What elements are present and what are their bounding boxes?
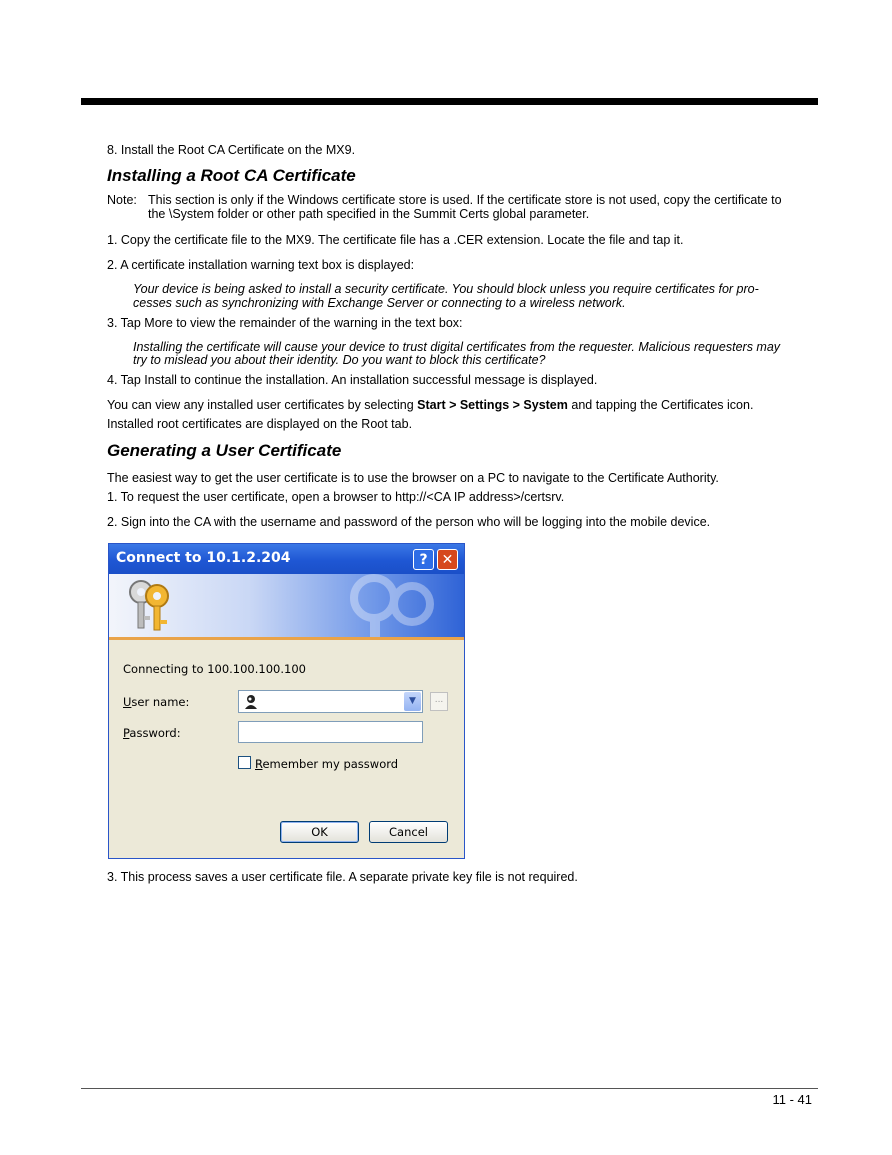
view-post: and tapping the Certificates icon.: [567, 398, 754, 412]
password-label: [123, 726, 181, 740]
heading-installing-root-ca: Installing a Root CA Certificate: [107, 166, 356, 185]
help-button[interactable]: ?: [413, 549, 434, 570]
note-label: Note:: [107, 193, 137, 207]
install-step-2: 2. A certificate installation warning text box is displayed:: [107, 258, 415, 272]
page-number: 11 - 41: [772, 1092, 812, 1107]
connect-dialog: [108, 543, 465, 859]
root-tab-text: Installed root certificates are displayed on the Root tab.: [107, 417, 413, 431]
warning-1-line1: Your device is being asked to install a security certificate. You should block unless you require certificates for pro-: [133, 282, 759, 296]
dialog-titlebar: [109, 544, 464, 574]
warning-2-line1: Installing the certificate will cause your device to trust digital certificates from the requester. Malicious requesters may: [133, 340, 781, 354]
gen-step-3: 3. This process saves a user certificate file. A separate private key file is not required.: [107, 870, 578, 884]
install-step-3: 3. Tap More to view the remainder of the warning in the text box:: [107, 316, 463, 330]
gen-step-1: 1. To request the user certificate, open a browser to http://<CA IP address>/certsrv.: [107, 490, 565, 504]
gen-intro: The easiest way to get the user certificate is to use the browser on a PC to navigate to the Certificate Authority.: [107, 471, 719, 485]
browse-button[interactable]: ...: [430, 692, 448, 711]
username-label: [123, 695, 189, 709]
remember-label-rest: emember my password: [262, 757, 399, 771]
chevron-down-icon[interactable]: ▼: [404, 692, 421, 711]
remember-password-label[interactable]: [255, 757, 398, 771]
dialog-title: Connect to 10.1.2.204: [116, 550, 291, 566]
remember-label-accel: R: [255, 757, 263, 771]
remember-password-checkbox[interactable]: [238, 756, 251, 769]
cancel-button[interactable]: Cancel: [369, 821, 448, 843]
note-text-line2: the \System folder or other path specified in the Summit Certs global parameter.: [148, 207, 590, 221]
close-button[interactable]: ✕: [437, 549, 458, 570]
user-icon: [244, 694, 258, 709]
install-step-4: 4. Tap Install to continue the installation. An installation successful message is displayed.: [107, 373, 598, 387]
view-pre: You can view any installed user certificates by selecting: [107, 398, 418, 412]
username-label-rest: ser name:: [131, 695, 190, 709]
header-rule: [81, 98, 818, 105]
keys-icon: [127, 578, 177, 634]
view-certificates-text: [107, 398, 753, 413]
connecting-text: Connecting to 100.100.100.100: [123, 662, 306, 676]
password-label-accel: P: [123, 726, 130, 740]
heading-generating-user-cert: Generating a User Certificate: [107, 441, 342, 460]
install-step-1: 1. Copy the certificate file to the MX9. The certificate file has a .CER extension. Locate the file and tap it.: [107, 233, 684, 247]
gen-step-2: 2. Sign into the CA with the username and password of the person who will be logging into the mobile device.: [107, 515, 711, 529]
ok-button[interactable]: OK: [280, 821, 359, 843]
note-text-line1: This section is only if the Windows certificate store is used. If the certificate store is not used, copy the certificate to: [148, 193, 782, 207]
view-path: Start > Settings > System: [417, 398, 568, 412]
password-label-rest: assword:: [129, 726, 181, 740]
step-8: 8. Install the Root CA Certificate on the MX9.: [107, 143, 356, 157]
password-input[interactable]: [238, 721, 423, 743]
banner-keys-watermark-icon: [334, 574, 444, 640]
username-combobox[interactable]: [238, 690, 423, 713]
username-label-accel: U: [123, 695, 132, 709]
warning-2-line2: try to mislead you about their identity. Do you want to block this certificate?: [133, 353, 546, 367]
footer-rule: [81, 1088, 818, 1089]
warning-1-line2: cesses such as synchronizing with Exchange Server or connecting to a wireless network.: [133, 296, 626, 310]
dialog-banner: [109, 574, 464, 640]
